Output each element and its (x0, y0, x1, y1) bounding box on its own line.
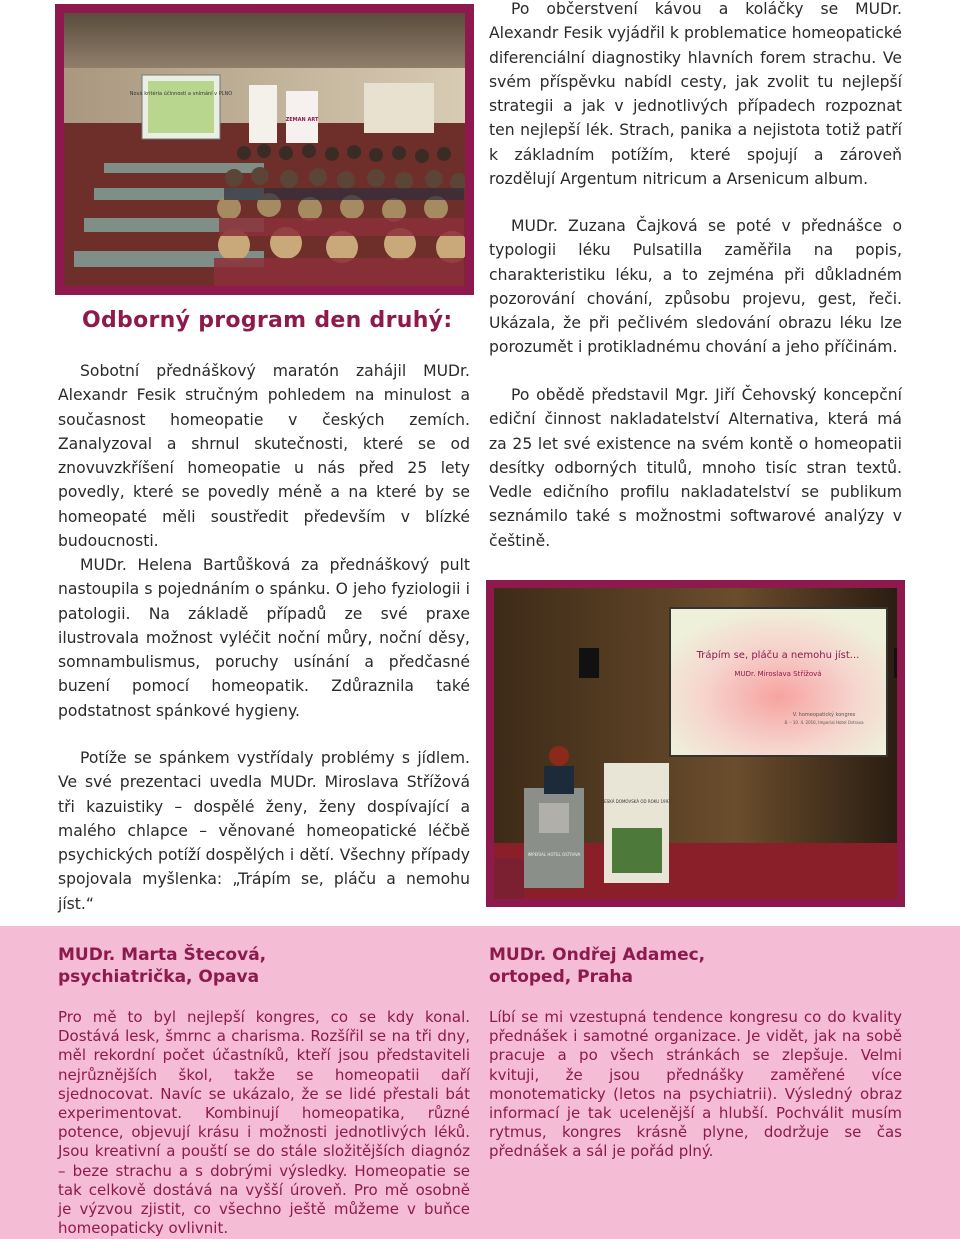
screen-event: V. homeopatický kongres (792, 712, 856, 718)
screen-text: Nová kritéria účinnosti a vnímání v PLNO (129, 91, 233, 97)
right-paragraph-2: MUDr. Zuzana Čajková se poté v přednášce o typologii léku Pulsatilla zaměřila na popis, charakteristiku léku, a to zejména při důkladném pozorování chování, způsobu projevu, gest, řeči. Ukázala, že při pečlivém sledování obrazu léku lze porozumět i protikladnému chování a jeho příčinám. (489, 217, 902, 357)
quote-author-role: psychiatrička, Opava (58, 967, 260, 987)
lectern-text: IMPERIAL HOTEL OSTRAVA (527, 852, 581, 857)
conference-hall-photo (55, 4, 474, 295)
right-paragraph-1: Po občerstvení kávou a koláčky se MUDr. Alexandr Fesik vyjádřil k problematice homeopatické diferenciální diagnostiky hlavních forem strachu. Ve svém příspěvku nabídl cesty, jak zvolit tu nejlepší strategii a jak v jednotlivých případech rozpoznat ten nejlepší lék. Strach, panika a nejistota totiž patří k základním potížím, které spojují a zároveň rozdělují Argentum nitricum a Arsenicum album. (489, 0, 902, 189)
quote-card-1 (58, 944, 470, 1238)
left-paragraph-3: Potíže se spánkem vystřídaly problémy s jídlem. Ve své prezentaci uvedla MUDr. Miroslava Střížová tři kazuistiky – dospělé ženy, ženy dospívající a malého chlapce – věnované homeopatické léčbě psychických potíží dospělých i dětí. Všechny případy spojovala myšlenka: „Trápím se, pláču a nemohu jíst.“ (58, 749, 470, 913)
conference-hall-image (64, 13, 465, 286)
section-heading: Odborný program den druhý: (82, 308, 453, 333)
right-paragraph-3: Po obědě představil Mgr. Jiří Čehovský koncepční ediční činnost nakladatelství Alternativa, která má za 25 let své existence na svém kontě o homeopatii desítky odborných titulů, mnoho tisíc stran textů. Vedle edičního profilu nakladatelství se publikum seznámilo také s možnostmi softwarové analýzy v češtině. (489, 386, 902, 550)
quote-author-role: ortoped, Praha (489, 967, 634, 987)
quote-text: Líbí se mi vzestupná tendence kongresu co do kvality přednášek i samotné organizace. Je vidět, jak na sobě pracuje a po všech stránkách se zlepšuje. Velmi kvituji, že jsou přednášky zaměřené více monotematicky (letos na psychiatrii). Výsledný obraz informací je tak ucelenější a hlubší. Pochválit musím rytmus, kongres krásně plyne, dodržuje se čas přednášek a sál je pořád plný. (489, 1008, 902, 1161)
quote-card-2 (489, 944, 902, 1162)
screen-title: Trápím se, pláču a nemohu jíst... (696, 650, 860, 661)
screen-date: 8. – 10. 4. 2016, Imperial Hotel Ostrava (784, 720, 864, 725)
quote-author-name: MUDr. Marta Štecová, (58, 945, 267, 965)
quote-author-name: MUDr. Ondřej Adamec, (489, 945, 706, 965)
left-paragraph-1: Sobotní přednáškový maratón zahájil MUDr. Alexandr Fesik stručným pohledem na minulost a současnost homeopatie v českých zemích. Zanalyzoval a shrnul skutečnosti, které se od znovuvzkříšení homeopatie u nás před 25 lety povedly, které se povedly méně a na které by se homeopaté měli soustředit především v blízké budoucnosti. (58, 362, 470, 551)
left-paragraph-2: MUDr. Helena Bartůšková za přednáškový pult nastoupila s pojednáním o spánku. O jeho fyziologii i patologii. Na základě případů ze své praxe ilustrovala možnost vyléčit noční můry, noční děsy, somnambulismus, poruchy usínání a předčasné buzení pomocí homeopatik. Zdůraznila také podstatnost spánkové hygieny. (58, 556, 470, 720)
lecture-image (494, 588, 897, 899)
screen-author: MUDr. Miroslava Střížová (734, 670, 822, 678)
quote-text: Pro mě to byl nejlepší kongres, co se kdy konal. Dostává lesk, šmrnc a charisma. Rozšířil se na tři dny, měl rekordní počet účastníků, kteří jsou představiteli nejrůznějších škol, takže se homeopatii daří sjednocovat. Navíc se ukázalo, že se lidé přestali bát experimentovat. Kombinují homeopatika, různé potence, objevují krásu i možnosti jednotlivých léků. Jsou kreativní a pouští se do stále složitějších diagnóz – beze strachu a s dobrými výsledky. Homeopatie se tak celkově dostává na vyšší úroveň. Pro mě osobně je výzvou zjistit, co všechno ještě můžeme v buňce homeopaticky ovlivnit. (58, 1008, 470, 1238)
banner-text: ZEMAN ART (285, 117, 319, 123)
banner-text-2: ČESKÁ DOMOVSKÁ OD ROKU 1993 (601, 799, 671, 804)
lecture-photo (486, 580, 905, 907)
